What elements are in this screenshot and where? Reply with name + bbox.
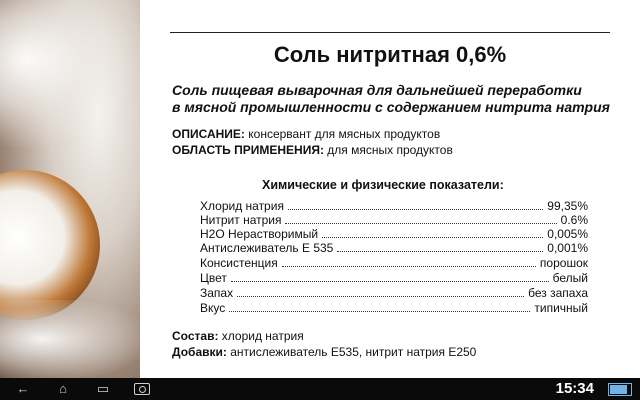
composition-line [172,329,304,343]
property-row [200,241,588,255]
subtitle-line-2: в мясной промышленности с содержанием нитрита натрия [172,99,610,115]
property-name: Вкус [200,301,226,315]
property-value: 99,35% [547,199,588,213]
property-row [200,199,588,213]
area-line [172,143,453,157]
wooden-spoon-with-salt [0,170,100,320]
leader-dots [237,296,524,297]
back-arrow-icon[interactable]: ← [16,381,30,396]
property-value: 0,001% [547,241,588,255]
camera-icon[interactable] [134,383,150,395]
spilled-salt [0,300,140,378]
android-navigation-bar [0,378,640,400]
leader-dots [229,311,530,312]
status-time: 15:34 [555,380,594,397]
property-value: порошок [539,256,588,270]
property-row [200,271,588,285]
property-name: Антислеживатель Е 535 [200,241,334,255]
property-row [200,301,588,315]
leader-dots [337,251,543,252]
property-row [200,213,588,227]
area-label: ОБЛАСТЬ ПРИМЕНЕНИЯ: [172,143,324,157]
page-title: Соль нитритная 0,6% [273,42,507,67]
leader-dots [285,223,556,224]
product-spec-document [140,0,640,378]
property-value: белый [552,271,588,285]
description-label: ОПИСАНИЕ: [172,127,245,141]
property-name: Цвет [200,271,227,285]
area-value: для мясных продуктов [323,143,453,157]
property-name: Хлорид натрия [200,199,284,213]
property-name: Консистенция [200,256,278,270]
salt-photo [0,0,140,378]
property-name: Запах [200,286,234,300]
subtitle-line-1: Соль пищевая выварочная для дальнейшей переработки [172,82,582,98]
property-name: H2O Нерастворимый [200,227,319,241]
property-value: без запаха [528,286,588,300]
home-icon[interactable]: ⌂ [59,381,67,396]
additives-label: Добавки: [172,345,227,359]
salt-pile [0,0,140,150]
property-row [200,256,588,270]
battery-icon [608,383,632,396]
leader-dots [282,266,536,267]
description-value: консервант для мясных продуктов [244,127,441,141]
leader-dots [288,209,543,210]
property-value: 0.6% [560,213,588,227]
description-line [172,127,440,141]
additives-value: антислеживатель Е535, нитрит натрия Е250 [226,345,477,359]
top-rule [170,32,610,33]
recent-apps-icon[interactable]: ▭ [96,381,110,396]
property-row [200,286,588,300]
subtitle [172,82,610,116]
additives-line [172,345,476,359]
property-value: 0,005% [547,227,588,241]
leader-dots [231,281,549,282]
leader-dots [322,237,543,238]
composition-label: Состав: [172,329,219,343]
property-row [200,227,588,241]
property-name: Нитрит натрия [200,213,282,227]
composition-value: хлорид натрия [218,329,304,343]
chem-header: Химические и физические показатели: [262,178,504,192]
property-value: типичный [534,301,588,315]
avito-watermark: Avito [514,350,569,375]
